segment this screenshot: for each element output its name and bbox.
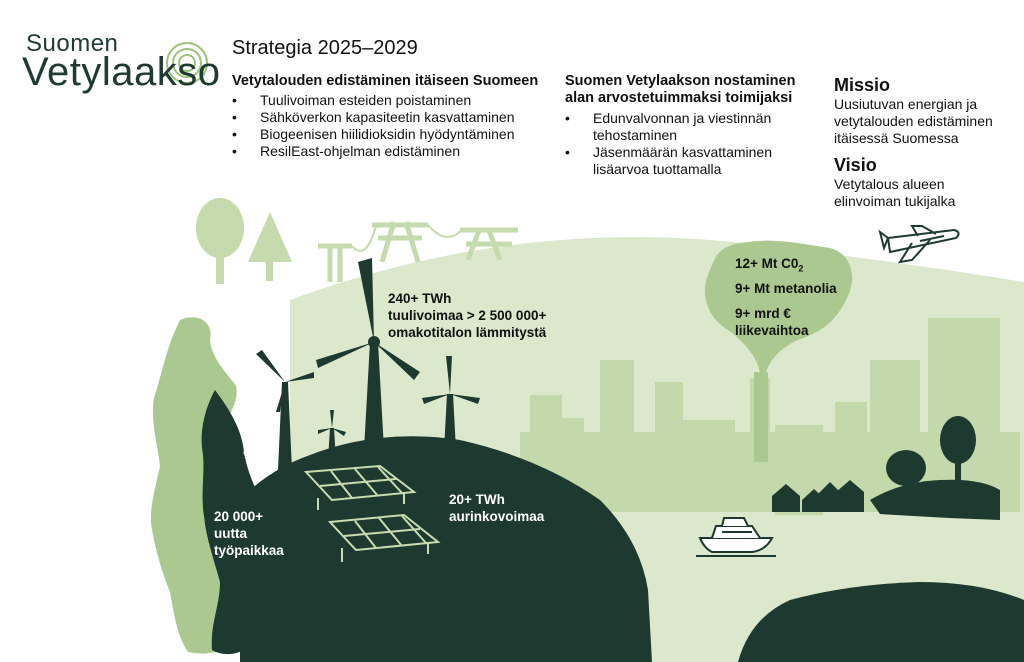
revenue-stat: 9+ mrd € liikevaihtoa <box>735 306 809 338</box>
list-item: • Biogeenisen hiilidioksidin hyödyntäminen <box>232 126 515 143</box>
methanol-stat: 9+ Mt metanolia <box>735 281 837 296</box>
column2-heading: Suomen Vetylaakson nostaminen alan arvostetuimmaksi toimijaksi <box>565 73 796 106</box>
tree-icon <box>196 198 292 284</box>
column2-bullets <box>565 110 772 178</box>
visio-heading: Visio <box>834 155 877 175</box>
jobs-stat: 20 000+ uutta työpaikkaa <box>214 509 284 558</box>
list-item: • ResilEast-ohjelman edistäminen <box>232 143 515 160</box>
column1-bullets <box>232 92 515 160</box>
solar-power-stat: 20+ TWh aurinkovoimaa <box>449 492 545 524</box>
visio-text: Vetytalous alueen elinvoiman tukijalka <box>834 176 956 209</box>
logo-suomen: Suomen <box>26 30 119 57</box>
list-item: • Jäsenmäärän kasvattaminen lisäarvoa tuottamalla <box>565 144 772 178</box>
missio-text: Uusiutuvan energian ja vetytalouden edistäminen itäisessä Suomessa <box>834 96 993 146</box>
list-item: • Tuulivoiman esteiden poistaminen <box>232 92 515 109</box>
page-title: Strategia 2025–2029 <box>232 37 418 59</box>
missio-heading: Missio <box>834 75 891 95</box>
co2-stat: 12+ Mt $C0_2$ <box>735 256 804 274</box>
list-item: • Sähköverkon kapasiteetin kasvattaminen <box>232 109 515 126</box>
airplane-icon <box>880 226 959 262</box>
logo-vetylaakso: Vetylaakso <box>22 50 221 94</box>
column1-heading: Vetytalouden edistäminen itäiseen Suomeen <box>232 73 539 89</box>
wind-power-stat: 240+ TWh tuulivoimaa > 2 500 000+ omakotitalon lämmitystä <box>388 291 547 340</box>
list-item: • Edunvalvonnan ja viestinnän tehostaminen <box>565 110 772 144</box>
